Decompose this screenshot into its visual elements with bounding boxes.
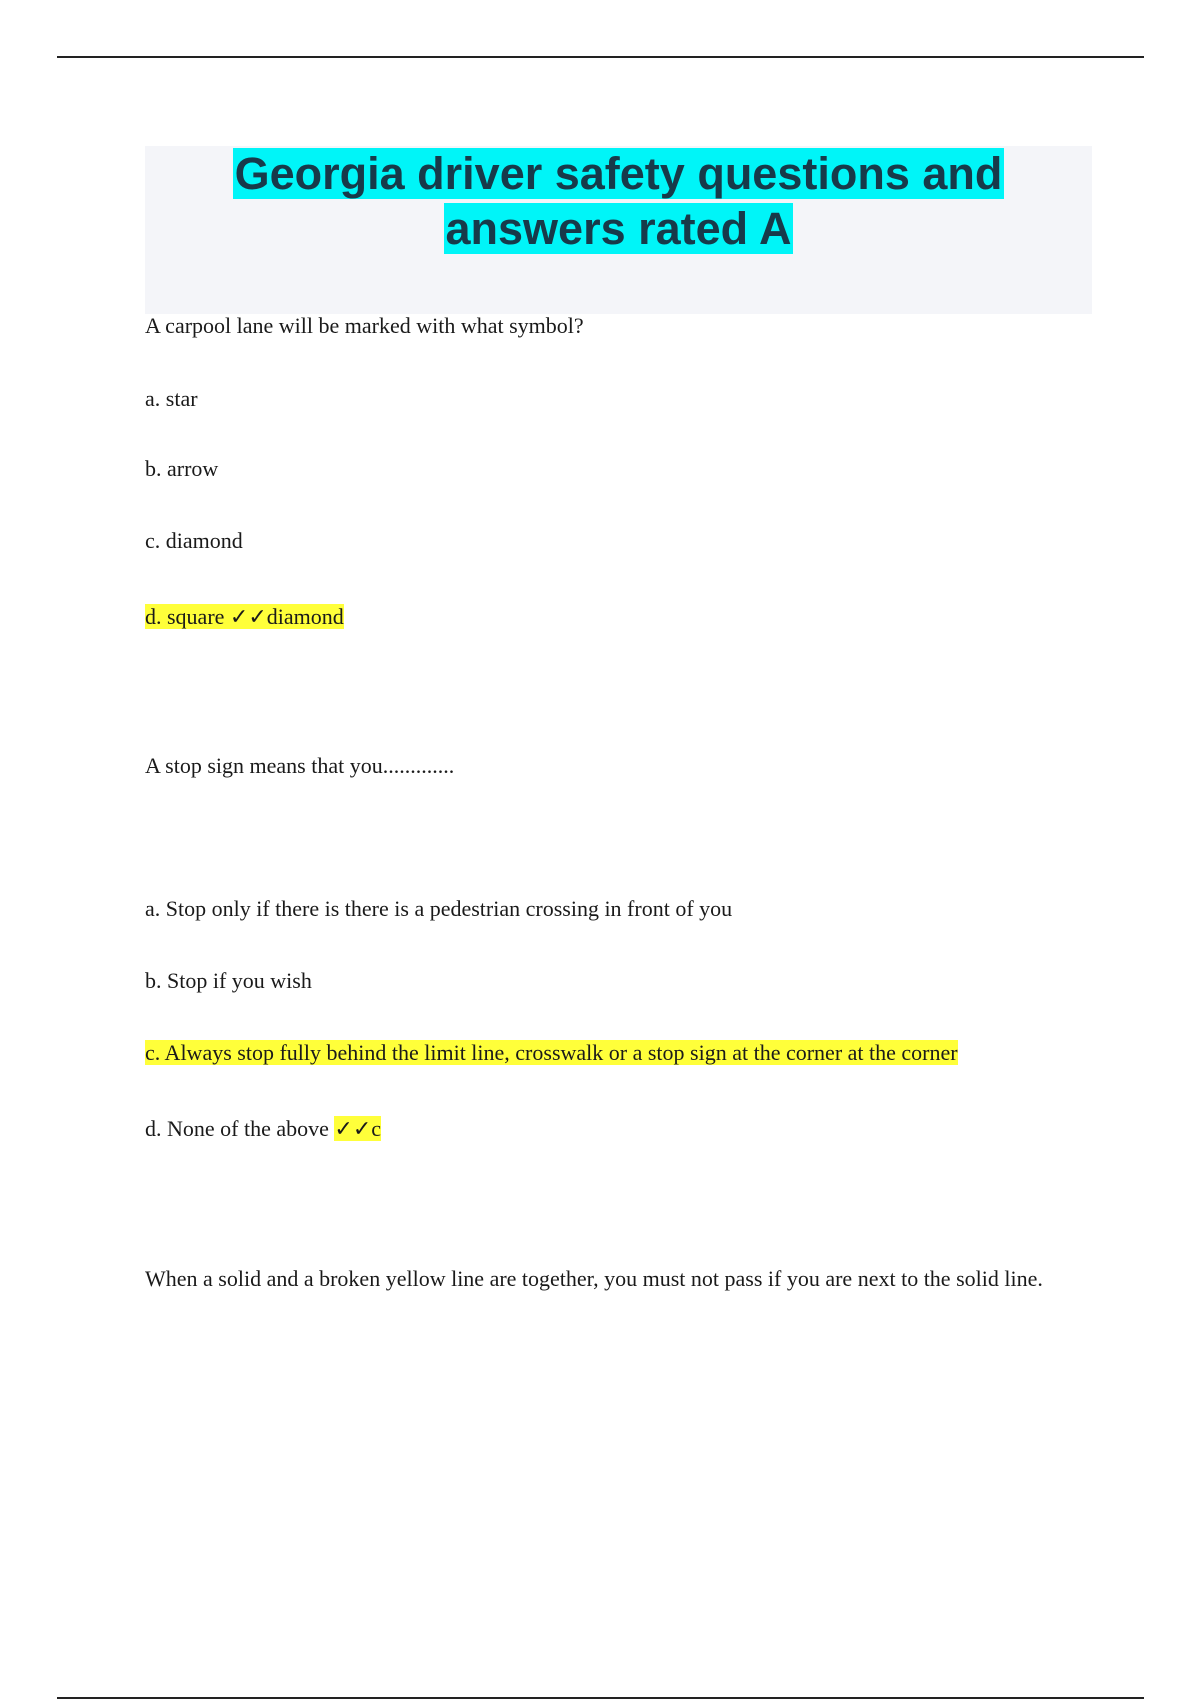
question-1-option-c: c. diamond [145,528,243,553]
question-1-prompt: A carpool lane will be marked with what symbol? [145,313,584,338]
question-1-option-b: b. arrow [145,456,219,481]
question-2-option-a: a. Stop only if there is there is a pedestrian crossing in front of you [145,896,733,921]
question-2-option-d [145,1115,381,1143]
document-title [145,146,1092,256]
top-rule [57,56,1144,58]
question-2-option-b: b. Stop if you wish [145,968,312,993]
title-line-2: answers rated A [445,203,792,254]
question-2-option-d-text: d. None of the above [145,1116,335,1141]
title-line-1: Georgia driver safety questions and [234,148,1003,199]
bottom-rule [57,1697,1144,1699]
question-1-answer-line [145,603,344,631]
question-2-answer-highlight: c. Always stop fully behind the limit line, crosswalk or a stop sign at the corner at the corner [145,1040,958,1065]
question-2-prompt: A stop sign means that you............. [145,753,455,778]
question-2-answer: ✓✓c [334,1116,382,1141]
question-2-option-c [145,1039,958,1067]
question-1-option-a: a. star [145,386,198,411]
question-3-prompt: When a solid and a broken yellow line are together, you must not pass if you are next to the solid line. [145,1266,1043,1291]
question-1-answer-highlight: d. square ✓✓diamond [145,604,344,629]
